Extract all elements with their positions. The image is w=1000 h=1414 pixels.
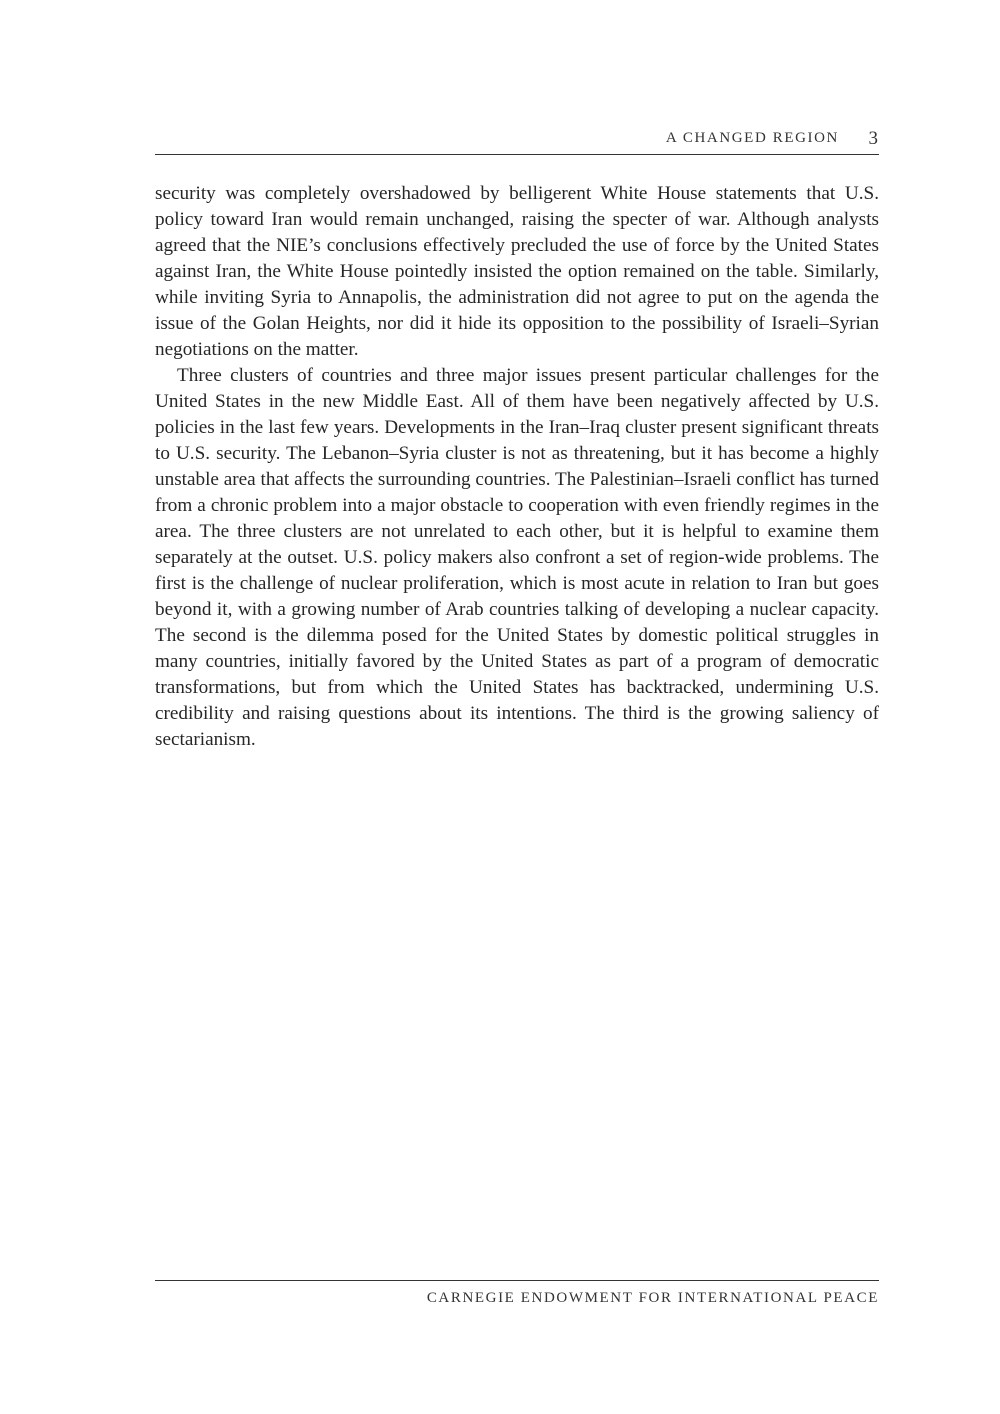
running-title: A CHANGED REGION xyxy=(665,130,839,146)
footer xyxy=(155,1280,879,1306)
footer-publisher: CARNEGIE ENDOWMENT FOR INTERNATIONAL PEACE xyxy=(426,1290,879,1306)
paragraph: security was completely overshadowed by belligerent White House statements that U.S. policy toward Iran would remain unchanged, raising the specter of war. Although analysts agreed that the NIE’s conclusions effectively precluded the use of force by the United States against Iran, the White House pointedly insisted the option remained on the table. Similarly, while inviting Syria to Annapolis, the administration did not agree to put on the agenda the issue of the Golan Heights, nor did it hide its opposition to the possibility of Israeli–Syrian negotiations on the matter. xyxy=(155,183,879,360)
running-header xyxy=(155,128,879,155)
page-number: 3 xyxy=(868,128,878,149)
body-text xyxy=(155,181,879,753)
paragraph: Three clusters of countries and three major issues present particular challenges for the United States in the new Middle East. All of them have been negatively affected by U.S. policies in the last few years. Developments in the Iran–Iraq cluster present significant threats to U.S. security. The Lebanon–Syria cluster is not as threatening, but it has become a highly unstable area that affects the surrounding countries. The Palestinian–Israeli conflict has turned from a chronic problem into a major obstacle to cooperation with even friendly regimes in the area. The three clusters are not unrelated to each other, but it is helpful to examine them separately at the outset. U.S. policy makers also confront a set of region-wide problems. The first is the challenge of nuclear proliferation, which is most acute in relation to Iran but goes beyond it, with a growing number of Arab countries talking of developing a nuclear capacity. The second is the dilemma posed for the United States by domestic political struggles in many countries, initially favored by the United States as part of a program of democratic transformations, but from which the United States has backtracked, undermining U.S. credibility and raising questions about its intentions. The third is the growing saliency of sectarianism. xyxy=(155,365,879,750)
